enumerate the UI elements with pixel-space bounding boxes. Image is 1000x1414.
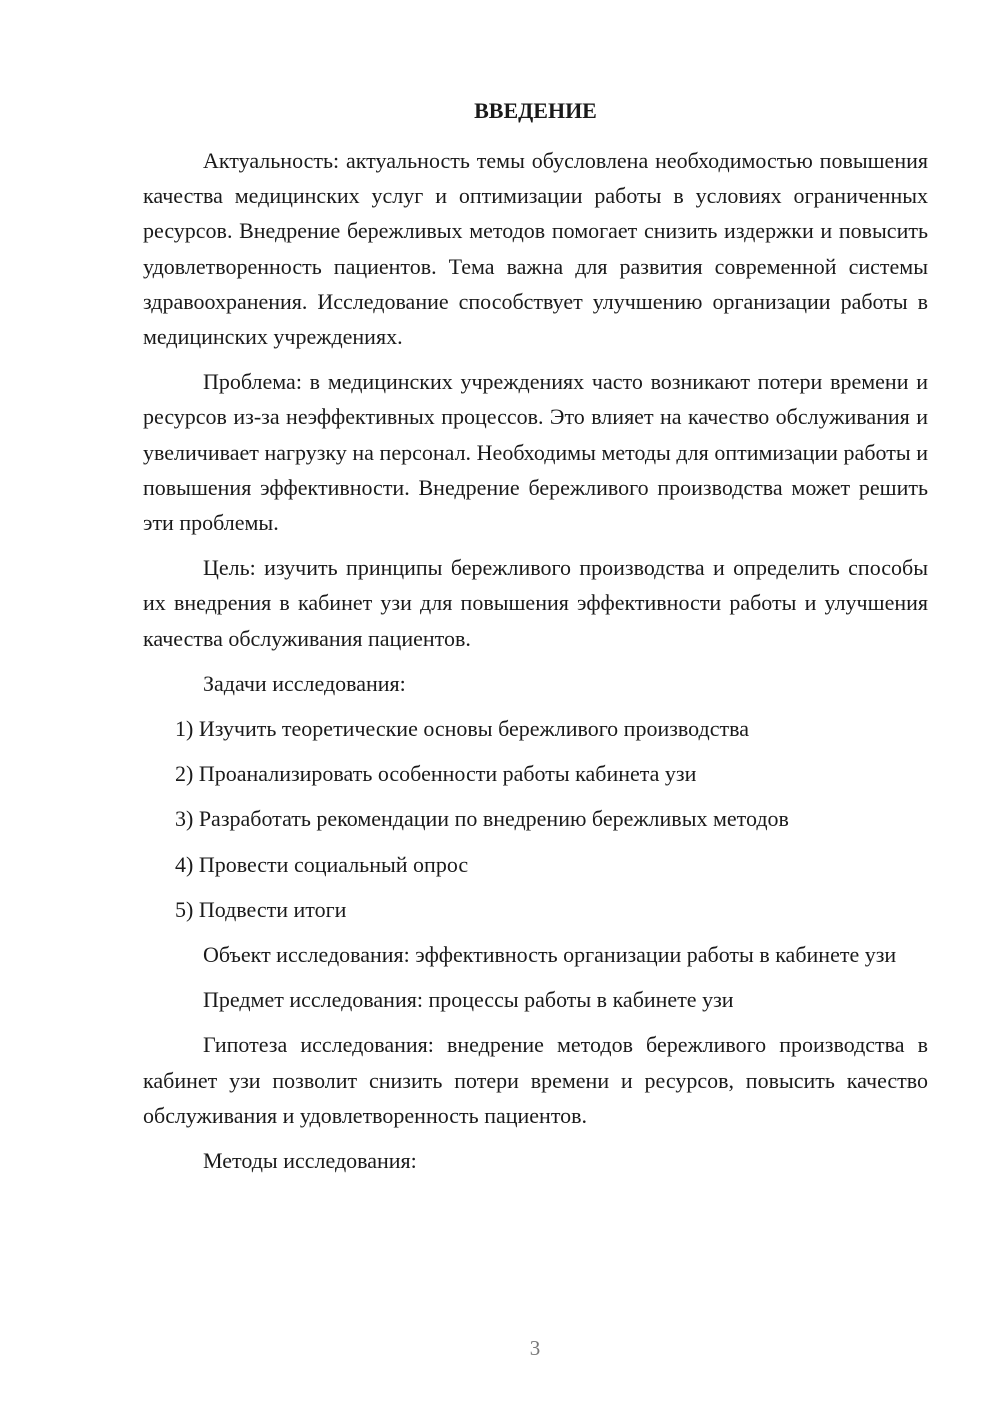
tasks-title: Задачи исследования: [203,670,406,696]
list-item: 4) Провести социальный опрос [175,851,469,877]
goal-paragraph: Цель: изучить принципы бережливого производства и определить способы их внедрения в кабинет узи для повышения эффективности работы и улучшения качества обслуживания пациентов. [143,555,928,651]
problem-paragraph: Проблема: в медицинских учреждениях часто возникают потери времени и ресурсов из-за неэффективных процессов. Это влияет на качество обслуживания и увеличивает нагрузку на персонал. Необходимы методы для оптимизации работы и повышения эффективности. Внедрение бережливого производства может решить эти проблемы. [143,369,928,536]
relevance-paragraph: Актуальность: актуальность темы обусловлена необходимостью повышения качества медицинских услуг и оптимизации работы в условиях ограниченных ресурсов. Внедрение бережливых методов помогает снизить издержки и повысить удовлетворенность пациентов. Тема важна для развития современной системы здравоохранения. Исследование способствует улучшению организации работы в медицинских учреждениях. [143,148,928,350]
tasks-list [143,711,928,927]
page-title: ВВЕДЕНИЕ [474,98,597,123]
document-body [143,143,928,1188]
subject-paragraph: Предмет исследования: процессы работы в кабинете узи [203,987,734,1013]
list-item: 3) Разработать рекомендации по внедрению бережливых методов [175,806,789,832]
list-item: 1) Изучить теоретические основы бережливого производства [175,716,749,742]
page-number: 3 [529,1336,541,1360]
hypothesis-paragraph: Гипотеза исследования: внедрение методов бережливого производства в кабинет узи позволит снизить потери времени и ресурсов, повысить качество обслуживания и удовлетворенность пациентов. [143,1032,928,1128]
object-paragraph: Объект исследования: эффективность организации работы в кабинете узи [203,942,897,968]
list-item: 5) Подвести итоги [175,896,347,922]
list-item: 2) Проанализировать особенности работы кабинета узи [175,761,697,787]
methods-title: Методы исследования: [203,1148,417,1174]
